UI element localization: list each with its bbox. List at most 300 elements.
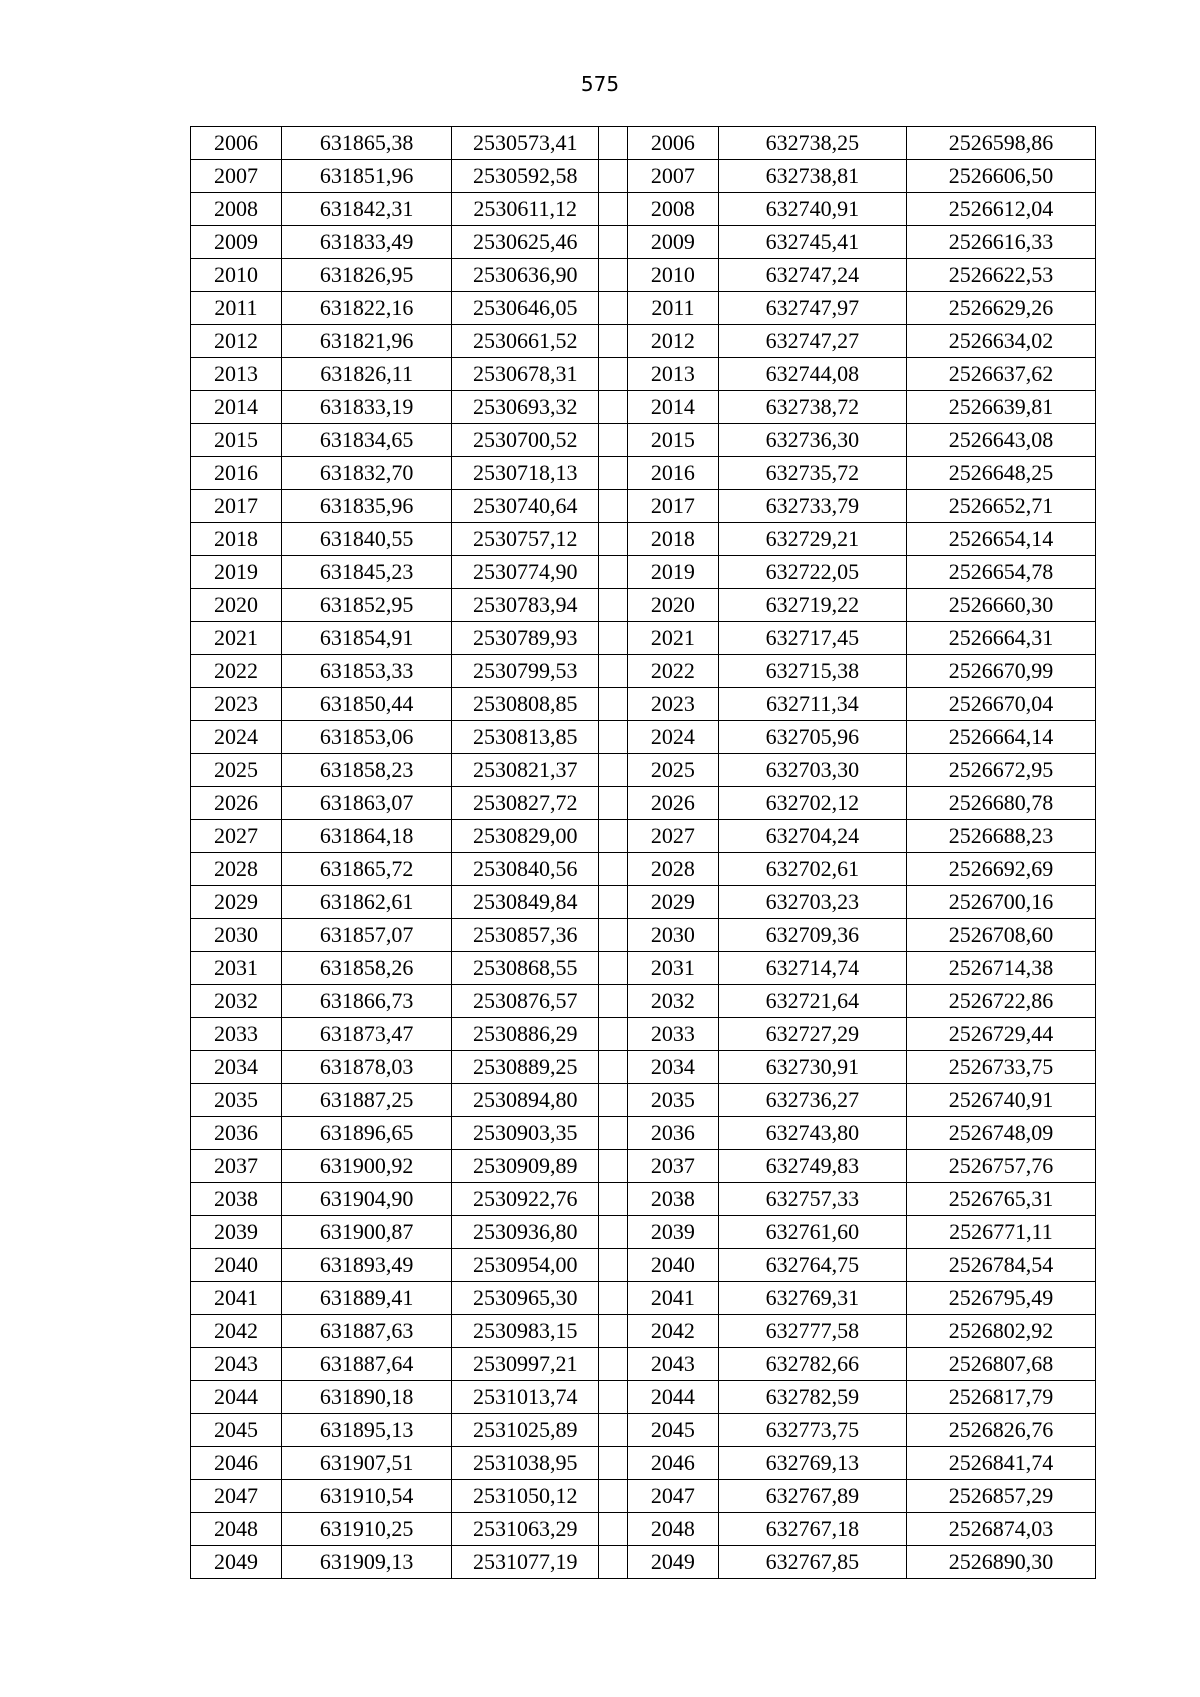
x-coord-right: 632743,80 [718, 1117, 906, 1150]
y-coord-left: 2530808,85 [452, 688, 599, 721]
y-coord-right: 2526660,30 [906, 589, 1095, 622]
y-coord-right: 2526654,14 [906, 523, 1095, 556]
x-coord-right: 632764,75 [718, 1249, 906, 1282]
point-number-right: 2048 [627, 1513, 718, 1546]
y-coord-right: 2526714,38 [906, 952, 1095, 985]
point-number-left: 2018 [191, 523, 282, 556]
point-number-right: 2029 [627, 886, 718, 919]
spacer-cell [599, 1282, 628, 1315]
x-coord-right: 632702,12 [718, 787, 906, 820]
point-number-right: 2026 [627, 787, 718, 820]
table-row [191, 853, 1096, 886]
x-coord-right: 632782,66 [718, 1348, 906, 1381]
page-number: 575 [580, 72, 620, 96]
table-row [191, 985, 1096, 1018]
y-coord-left: 2531038,95 [452, 1447, 599, 1480]
y-coord-right: 2526748,09 [906, 1117, 1095, 1150]
point-number-right: 2009 [627, 226, 718, 259]
x-coord-left: 631842,31 [281, 193, 451, 226]
point-number-left: 2047 [191, 1480, 282, 1513]
x-coord-right: 632744,08 [718, 358, 906, 391]
table-row [191, 1216, 1096, 1249]
y-coord-right: 2526654,78 [906, 556, 1095, 589]
x-coord-right: 632757,33 [718, 1183, 906, 1216]
y-coord-right: 2526826,76 [906, 1414, 1095, 1447]
point-number-left: 2026 [191, 787, 282, 820]
point-number-right: 2047 [627, 1480, 718, 1513]
point-number-left: 2009 [191, 226, 282, 259]
point-number-left: 2027 [191, 820, 282, 853]
table-row [191, 325, 1096, 358]
point-number-left: 2030 [191, 919, 282, 952]
x-coord-left: 631887,63 [281, 1315, 451, 1348]
point-number-right: 2045 [627, 1414, 718, 1447]
spacer-cell [599, 919, 628, 952]
point-number-right: 2030 [627, 919, 718, 952]
x-coord-right: 632740,91 [718, 193, 906, 226]
point-number-right: 2035 [627, 1084, 718, 1117]
y-coord-left: 2530954,00 [452, 1249, 599, 1282]
point-number-left: 2049 [191, 1546, 282, 1579]
spacer-cell [599, 457, 628, 490]
x-coord-right: 632777,58 [718, 1315, 906, 1348]
y-coord-right: 2526841,74 [906, 1447, 1095, 1480]
x-coord-right: 632719,22 [718, 589, 906, 622]
point-number-right: 2020 [627, 589, 718, 622]
point-number-right: 2007 [627, 160, 718, 193]
y-coord-left: 2531077,19 [452, 1546, 599, 1579]
spacer-cell [599, 952, 628, 985]
spacer-cell [599, 688, 628, 721]
y-coord-left: 2530783,94 [452, 589, 599, 622]
y-coord-right: 2526784,54 [906, 1249, 1095, 1282]
table-row [191, 1348, 1096, 1381]
point-number-left: 2025 [191, 754, 282, 787]
x-coord-left: 631890,18 [281, 1381, 451, 1414]
y-coord-right: 2526648,25 [906, 457, 1095, 490]
x-coord-left: 631851,96 [281, 160, 451, 193]
x-coord-left: 631832,70 [281, 457, 451, 490]
y-coord-left: 2530592,58 [452, 160, 599, 193]
x-coord-left: 631858,23 [281, 754, 451, 787]
y-coord-left: 2530997,21 [452, 1348, 599, 1381]
y-coord-right: 2526688,23 [906, 820, 1095, 853]
spacer-cell [599, 985, 628, 1018]
spacer-cell [599, 1480, 628, 1513]
point-number-left: 2017 [191, 490, 282, 523]
x-coord-right: 632747,97 [718, 292, 906, 325]
x-coord-left: 631864,18 [281, 820, 451, 853]
x-coord-right: 632736,27 [718, 1084, 906, 1117]
point-number-right: 2011 [627, 292, 718, 325]
y-coord-right: 2526616,33 [906, 226, 1095, 259]
table-row [191, 622, 1096, 655]
table-body [191, 127, 1096, 1579]
point-number-left: 2022 [191, 655, 282, 688]
table-row [191, 1381, 1096, 1414]
table-row [191, 787, 1096, 820]
y-coord-right: 2526733,75 [906, 1051, 1095, 1084]
spacer-cell [599, 1216, 628, 1249]
y-coord-left: 2530774,90 [452, 556, 599, 589]
spacer-cell [599, 886, 628, 919]
point-number-right: 2010 [627, 259, 718, 292]
x-coord-left: 631866,73 [281, 985, 451, 1018]
y-coord-left: 2530840,56 [452, 853, 599, 886]
point-number-left: 2012 [191, 325, 282, 358]
y-coord-left: 2531013,74 [452, 1381, 599, 1414]
spacer-cell [599, 1183, 628, 1216]
point-number-right: 2012 [627, 325, 718, 358]
spacer-cell [599, 1150, 628, 1183]
spacer-cell [599, 226, 628, 259]
y-coord-right: 2526817,79 [906, 1381, 1095, 1414]
x-coord-left: 631853,06 [281, 721, 451, 754]
table-row [191, 1546, 1096, 1579]
spacer-cell [599, 820, 628, 853]
x-coord-right: 632727,29 [718, 1018, 906, 1051]
y-coord-right: 2526670,04 [906, 688, 1095, 721]
x-coord-right: 632782,59 [718, 1381, 906, 1414]
x-coord-left: 631850,44 [281, 688, 451, 721]
x-coord-left: 631852,95 [281, 589, 451, 622]
y-coord-left: 2530922,76 [452, 1183, 599, 1216]
table-row [191, 1183, 1096, 1216]
y-coord-left: 2530886,29 [452, 1018, 599, 1051]
x-coord-right: 632773,75 [718, 1414, 906, 1447]
spacer-cell [599, 754, 628, 787]
y-coord-right: 2526771,11 [906, 1216, 1095, 1249]
point-number-right: 2024 [627, 721, 718, 754]
point-number-left: 2028 [191, 853, 282, 886]
y-coord-right: 2526670,99 [906, 655, 1095, 688]
point-number-left: 2031 [191, 952, 282, 985]
x-coord-right: 632721,64 [718, 985, 906, 1018]
x-coord-left: 631889,41 [281, 1282, 451, 1315]
point-number-left: 2042 [191, 1315, 282, 1348]
x-coord-left: 631834,65 [281, 424, 451, 457]
y-coord-left: 2530827,72 [452, 787, 599, 820]
y-coord-right: 2526874,03 [906, 1513, 1095, 1546]
spacer-cell [599, 1381, 628, 1414]
y-coord-left: 2530857,36 [452, 919, 599, 952]
x-coord-left: 631910,54 [281, 1480, 451, 1513]
y-coord-left: 2530965,30 [452, 1282, 599, 1315]
point-number-right: 2006 [627, 127, 718, 160]
point-number-left: 2014 [191, 391, 282, 424]
table-row [191, 820, 1096, 853]
x-coord-right: 632703,30 [718, 754, 906, 787]
point-number-right: 2042 [627, 1315, 718, 1348]
point-number-left: 2040 [191, 1249, 282, 1282]
x-coord-right: 632703,23 [718, 886, 906, 919]
spacer-cell [599, 292, 628, 325]
spacer-cell [599, 1117, 628, 1150]
y-coord-left: 2530646,05 [452, 292, 599, 325]
point-number-right: 2013 [627, 358, 718, 391]
spacer-cell [599, 1348, 628, 1381]
x-coord-right: 632769,13 [718, 1447, 906, 1480]
y-coord-left: 2530678,31 [452, 358, 599, 391]
table-row [191, 457, 1096, 490]
point-number-right: 2031 [627, 952, 718, 985]
point-number-left: 2046 [191, 1447, 282, 1480]
table-row [191, 391, 1096, 424]
y-coord-left: 2530661,52 [452, 325, 599, 358]
y-coord-right: 2526765,31 [906, 1183, 1095, 1216]
y-coord-right: 2526740,91 [906, 1084, 1095, 1117]
spacer-cell [599, 655, 628, 688]
x-coord-left: 631909,13 [281, 1546, 451, 1579]
x-coord-left: 631910,25 [281, 1513, 451, 1546]
x-coord-left: 631895,13 [281, 1414, 451, 1447]
spacer-cell [599, 853, 628, 886]
x-coord-left: 631853,33 [281, 655, 451, 688]
y-coord-right: 2526612,04 [906, 193, 1095, 226]
x-coord-right: 632738,72 [718, 391, 906, 424]
point-number-right: 2017 [627, 490, 718, 523]
point-number-right: 2028 [627, 853, 718, 886]
spacer-cell [599, 1018, 628, 1051]
x-coord-right: 632714,74 [718, 952, 906, 985]
x-coord-left: 631833,19 [281, 391, 451, 424]
table-row [191, 160, 1096, 193]
y-coord-right: 2526606,50 [906, 160, 1095, 193]
point-number-left: 2020 [191, 589, 282, 622]
y-coord-left: 2530573,41 [452, 127, 599, 160]
table-row [191, 1150, 1096, 1183]
point-number-left: 2024 [191, 721, 282, 754]
x-coord-left: 631858,26 [281, 952, 451, 985]
spacer-cell [599, 589, 628, 622]
table-row [191, 292, 1096, 325]
table-row [191, 1282, 1096, 1315]
x-coord-left: 631873,47 [281, 1018, 451, 1051]
spacer-cell [599, 160, 628, 193]
y-coord-left: 2531063,29 [452, 1513, 599, 1546]
point-number-left: 2043 [191, 1348, 282, 1381]
y-coord-left: 2530757,12 [452, 523, 599, 556]
y-coord-right: 2526857,29 [906, 1480, 1095, 1513]
x-coord-left: 631900,92 [281, 1150, 451, 1183]
point-number-right: 2021 [627, 622, 718, 655]
x-coord-left: 631845,23 [281, 556, 451, 589]
y-coord-left: 2530740,64 [452, 490, 599, 523]
table-row [191, 655, 1096, 688]
y-coord-left: 2530983,15 [452, 1315, 599, 1348]
x-coord-left: 631854,91 [281, 622, 451, 655]
x-coord-left: 631887,25 [281, 1084, 451, 1117]
point-number-right: 2016 [627, 457, 718, 490]
point-number-left: 2032 [191, 985, 282, 1018]
table-row [191, 1117, 1096, 1150]
table-row [191, 688, 1096, 721]
x-coord-right: 632709,36 [718, 919, 906, 952]
x-coord-left: 631822,16 [281, 292, 451, 325]
table-row [191, 490, 1096, 523]
y-coord-right: 2526629,26 [906, 292, 1095, 325]
y-coord-right: 2526634,02 [906, 325, 1095, 358]
y-coord-left: 2530636,90 [452, 259, 599, 292]
table-row [191, 1018, 1096, 1051]
point-number-left: 2035 [191, 1084, 282, 1117]
y-coord-left: 2530821,37 [452, 754, 599, 787]
spacer-cell [599, 325, 628, 358]
spacer-cell [599, 1414, 628, 1447]
point-number-right: 2008 [627, 193, 718, 226]
table-row [191, 919, 1096, 952]
y-coord-left: 2530936,80 [452, 1216, 599, 1249]
point-number-right: 2019 [627, 556, 718, 589]
x-coord-left: 631833,49 [281, 226, 451, 259]
y-coord-left: 2530799,53 [452, 655, 599, 688]
point-number-right: 2023 [627, 688, 718, 721]
table-row [191, 424, 1096, 457]
point-number-right: 2041 [627, 1282, 718, 1315]
y-coord-left: 2530813,85 [452, 721, 599, 754]
y-coord-right: 2526700,16 [906, 886, 1095, 919]
spacer-cell [599, 1084, 628, 1117]
y-coord-right: 2526598,86 [906, 127, 1095, 160]
table-row [191, 1084, 1096, 1117]
spacer-cell [599, 1249, 628, 1282]
point-number-left: 2023 [191, 688, 282, 721]
y-coord-left: 2530909,89 [452, 1150, 599, 1183]
x-coord-right: 632722,05 [718, 556, 906, 589]
y-coord-left: 2530876,57 [452, 985, 599, 1018]
x-coord-left: 631865,72 [281, 853, 451, 886]
y-coord-right: 2526807,68 [906, 1348, 1095, 1381]
spacer-cell [599, 1447, 628, 1480]
x-coord-right: 632715,38 [718, 655, 906, 688]
coordinates-table [190, 126, 1096, 1579]
y-coord-right: 2526639,81 [906, 391, 1095, 424]
x-coord-right: 632717,45 [718, 622, 906, 655]
point-number-right: 2022 [627, 655, 718, 688]
x-coord-right: 632745,41 [718, 226, 906, 259]
y-coord-right: 2526637,62 [906, 358, 1095, 391]
x-coord-right: 632702,61 [718, 853, 906, 886]
point-number-right: 2039 [627, 1216, 718, 1249]
table-row [191, 886, 1096, 919]
y-coord-right: 2526680,78 [906, 787, 1095, 820]
spacer-cell [599, 523, 628, 556]
point-number-right: 2044 [627, 1381, 718, 1414]
y-coord-left: 2530903,35 [452, 1117, 599, 1150]
spacer-cell [599, 358, 628, 391]
x-coord-right: 632738,81 [718, 160, 906, 193]
x-coord-right: 632761,60 [718, 1216, 906, 1249]
x-coord-left: 631857,07 [281, 919, 451, 952]
x-coord-right: 632747,27 [718, 325, 906, 358]
point-number-left: 2006 [191, 127, 282, 160]
point-number-left: 2029 [191, 886, 282, 919]
point-number-left: 2041 [191, 1282, 282, 1315]
x-coord-left: 631904,90 [281, 1183, 451, 1216]
point-number-right: 2015 [627, 424, 718, 457]
point-number-right: 2049 [627, 1546, 718, 1579]
table-row [191, 589, 1096, 622]
point-number-right: 2046 [627, 1447, 718, 1480]
x-coord-left: 631835,96 [281, 490, 451, 523]
y-coord-right: 2526757,76 [906, 1150, 1095, 1183]
y-coord-right: 2526692,69 [906, 853, 1095, 886]
spacer-cell [599, 787, 628, 820]
x-coord-left: 631863,07 [281, 787, 451, 820]
x-coord-left: 631821,96 [281, 325, 451, 358]
point-number-right: 2025 [627, 754, 718, 787]
point-number-left: 2036 [191, 1117, 282, 1150]
y-coord-left: 2530849,84 [452, 886, 599, 919]
table-row [191, 226, 1096, 259]
y-coord-right: 2526664,14 [906, 721, 1095, 754]
point-number-right: 2040 [627, 1249, 718, 1282]
x-coord-left: 631840,55 [281, 523, 451, 556]
point-number-right: 2014 [627, 391, 718, 424]
spacer-cell [599, 259, 628, 292]
point-number-right: 2018 [627, 523, 718, 556]
point-number-left: 2048 [191, 1513, 282, 1546]
spacer-cell [599, 1513, 628, 1546]
point-number-left: 2010 [191, 259, 282, 292]
y-coord-left: 2530889,25 [452, 1051, 599, 1084]
y-coord-right: 2526802,92 [906, 1315, 1095, 1348]
spacer-cell [599, 1315, 628, 1348]
x-coord-right: 632747,24 [718, 259, 906, 292]
x-coord-right: 632769,31 [718, 1282, 906, 1315]
point-number-right: 2027 [627, 820, 718, 853]
x-coord-left: 631878,03 [281, 1051, 451, 1084]
y-coord-right: 2526672,95 [906, 754, 1095, 787]
point-number-left: 2015 [191, 424, 282, 457]
table-row [191, 721, 1096, 754]
x-coord-right: 632767,89 [718, 1480, 906, 1513]
spacer-cell [599, 193, 628, 226]
y-coord-left: 2530693,32 [452, 391, 599, 424]
y-coord-right: 2526722,86 [906, 985, 1095, 1018]
y-coord-left: 2530700,52 [452, 424, 599, 457]
y-coord-left: 2530789,93 [452, 622, 599, 655]
y-coord-right: 2526729,44 [906, 1018, 1095, 1051]
spacer-cell [599, 1051, 628, 1084]
table-row [191, 1414, 1096, 1447]
x-coord-left: 631896,65 [281, 1117, 451, 1150]
x-coord-left: 631826,95 [281, 259, 451, 292]
table-row [191, 1051, 1096, 1084]
y-coord-left: 2530718,13 [452, 457, 599, 490]
spacer-cell [599, 622, 628, 655]
point-number-left: 2016 [191, 457, 282, 490]
x-coord-right: 632733,79 [718, 490, 906, 523]
y-coord-right: 2526643,08 [906, 424, 1095, 457]
x-coord-left: 631887,64 [281, 1348, 451, 1381]
table-row [191, 259, 1096, 292]
table-row [191, 127, 1096, 160]
y-coord-left: 2531050,12 [452, 1480, 599, 1513]
point-number-right: 2043 [627, 1348, 718, 1381]
x-coord-left: 631865,38 [281, 127, 451, 160]
table-row [191, 1480, 1096, 1513]
x-coord-right: 632711,34 [718, 688, 906, 721]
spacer-cell [599, 424, 628, 457]
x-coord-left: 631900,87 [281, 1216, 451, 1249]
table-row [191, 1447, 1096, 1480]
spacer-cell [599, 556, 628, 589]
table-row [191, 523, 1096, 556]
y-coord-right: 2526795,49 [906, 1282, 1095, 1315]
table-row [191, 1513, 1096, 1546]
table-row [191, 358, 1096, 391]
